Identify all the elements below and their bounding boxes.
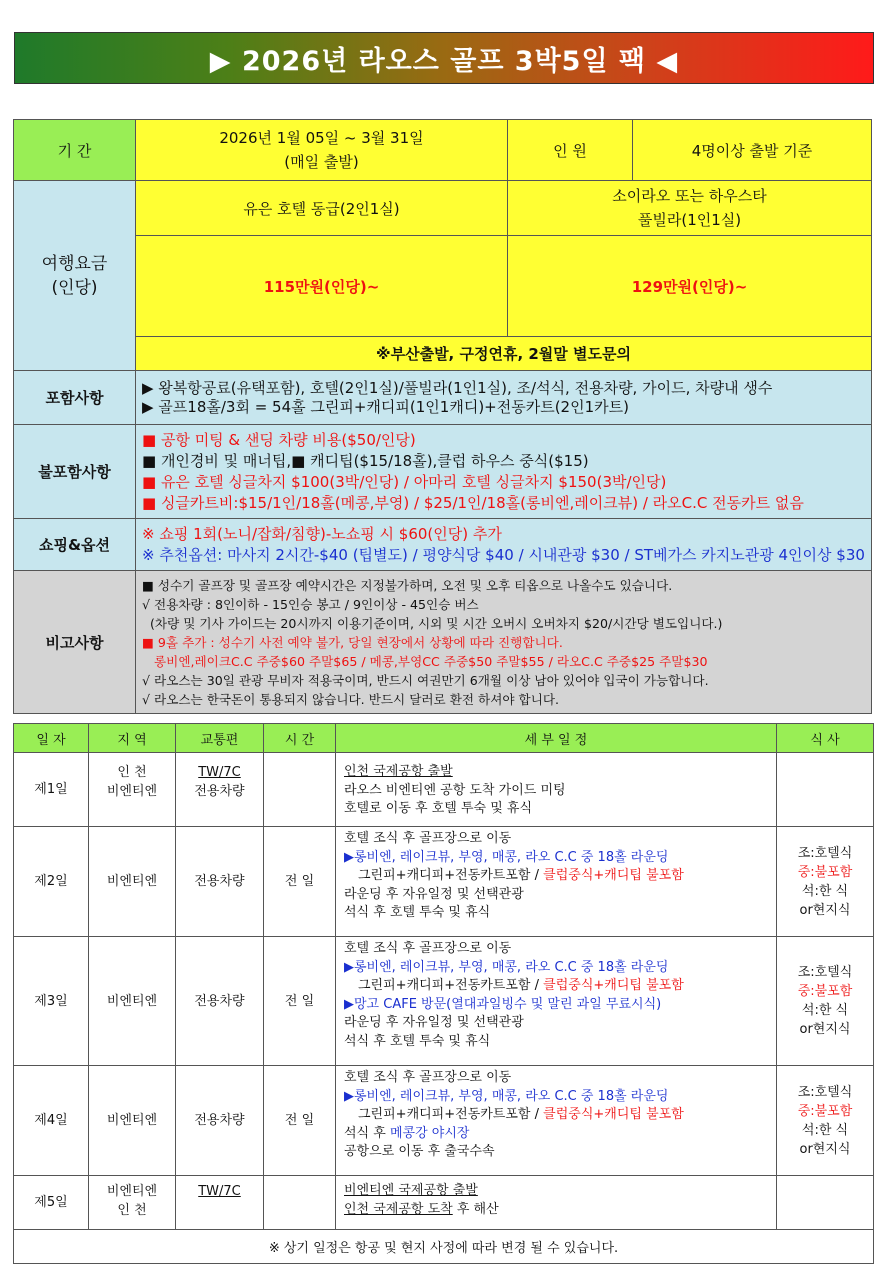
remarks-item: 롱비엔,레이크C.C 주중$60 주말$65 / 메콩,부영CC 주중$50 주말$55 / 라오C.C 주중$25 주말$30 <box>142 653 708 669</box>
detail-line: 비엔티엔 국제공항 출발 <box>344 1183 478 1198</box>
region-text: 인 천 <box>117 765 147 780</box>
meal-breakfast: 조:호텔식 <box>797 965 853 980</box>
details-cell <box>336 1066 777 1176</box>
header-details: 세 부 일 정 <box>336 724 777 753</box>
header-meals: 식 사 <box>777 724 874 753</box>
header-region: 지 역 <box>89 724 176 753</box>
page-title-banner: ▶ 2026년 라오스 골프 3박5일 팩 ◀ <box>14 32 874 84</box>
detail-line: ▶롱비엔, 레이크뷰, 부영, 매콩, 라오 C.C 중 18홀 라운딩 <box>344 1088 669 1104</box>
schedule-table <box>13 723 874 1264</box>
included-item: ▶ 왕복항공료(유택포함), 호텔(2인1실)/풀빌라(1인1실), 조/석식, 전용차량, 가이드, 차량내 생수 <box>142 378 773 397</box>
fee-label <box>14 181 136 371</box>
meal-breakfast: 조:호텔식 <box>797 845 853 861</box>
excluded-list <box>136 425 872 519</box>
excluded-item: ■ 개인경비 및 매너팁,■ 캐디팁($15/18홀),클럽 하우스 중식($15) <box>142 451 589 470</box>
meal-dinner: 석:한 식 <box>801 883 849 899</box>
detail-line: ▶롱비엔, 레이크뷰, 부영, 매콩, 라오 C.C 중 18홀 라운딩 <box>344 959 669 975</box>
detail-line: 호텔 조식 후 골프장으로 이동 <box>344 831 512 846</box>
detail-line <box>344 1125 768 1144</box>
option1-price: 115만원(인당)~ <box>136 236 508 337</box>
info-table <box>13 119 872 714</box>
fee-label-line2: (인당) <box>51 277 98 298</box>
option2-title <box>508 181 872 236</box>
day-cell: 제5일 <box>14 1176 89 1230</box>
period-label: 기 간 <box>14 120 136 181</box>
day-cell: 제3일 <box>14 937 89 1066</box>
detail-line: 라오스 비엔티엔 공항 도착 가이드 미팅 <box>344 782 566 798</box>
table-row <box>14 827 874 937</box>
detail-text-red: 클럽중식+캐디팁 불포함 <box>543 868 684 883</box>
meal-lunch: 중:불포함 <box>797 984 853 999</box>
header-day: 일 자 <box>14 724 89 753</box>
time-cell <box>264 753 336 827</box>
detail-text: 그린피+캐디피+전동카트포함 / <box>358 1107 544 1122</box>
detail-text: 석식 후 <box>344 1125 390 1141</box>
remarks-item: √ 전용차량 : 8인이하 - 15인승 봉고 / 9인이상 - 45인승 버스 <box>142 596 479 612</box>
transport-cell <box>176 753 264 827</box>
day-cell: 제1일 <box>14 753 89 827</box>
region-cell: 비엔티엔 <box>89 937 176 1066</box>
meal-breakfast: 조:호텔식 <box>797 1084 853 1100</box>
meal-cell <box>777 1066 874 1176</box>
option2-price: 129만원(인당)~ <box>508 236 872 337</box>
included-item: ▶ 골프18홀/3회 = 54홀 그린피+캐디피(1인1캐디)+전동카트(2인1카트) <box>142 397 629 416</box>
meal-dinner: 석:한 식 <box>801 1003 849 1018</box>
detail-line: 석식 후 호텔 투숙 및 휴식 <box>344 905 491 920</box>
transport-text: TW/7C <box>198 1184 241 1199</box>
details-cell <box>336 753 777 827</box>
meal-cell <box>777 937 874 1066</box>
detail-line: 석식 후 호텔 투숙 및 휴식 <box>344 1033 491 1049</box>
excluded-item: ■ 유은 호텔 싱글차지 $100(3박/인당) / 아마리 호텔 싱글차지 $150(3박/인당) <box>142 472 667 491</box>
excluded-item: ■ 싱글카트비:$15/1인/18홀(메콩,부영) / $25/1인/18홀(롱비엔,레이크뷰) / 라오C.C 전동카트 없음 <box>142 493 804 512</box>
period-daily: (매일 출발) <box>284 153 359 171</box>
remarks-item: √ 라오스는 30일 관광 무비자 적용국이며, 반드시 여권만기 6개월 이상 남아 있어야 입국이 가능합니다. <box>142 672 709 688</box>
region-text: 인 천 <box>117 1203 147 1218</box>
period-dates: 2026년 1월 05일 ~ 3월 31일 <box>219 129 424 147</box>
shopping-item: ※ 추천옵션: 마사지 2시간-$40 (팁별도) / 평양식당 $40 / 시내관광 $30 / ST베가스 카지노관광 4인이상 $30 <box>142 545 865 564</box>
transport-text: TW/7C <box>198 765 241 780</box>
detail-text: 후 해산 <box>452 1201 499 1217</box>
region-text: 비엔티엔 <box>106 1184 158 1199</box>
transport-cell: 전용차량 <box>176 1066 264 1176</box>
remarks-item: √ 라오스는 한국돈이 통용되지 않습니다. 반드시 달러로 환전 하셔야 합니다. <box>142 691 560 707</box>
option1-title: 유은 호텔 동급(2인1실) <box>136 181 508 236</box>
details-cell <box>336 937 777 1066</box>
detail-line: 공항으로 이동 후 출국수속 <box>344 1144 495 1159</box>
detail-text: 그린피+캐디피+전동카트포함 / <box>358 978 544 993</box>
region-text: 비엔티엔 <box>106 784 158 799</box>
detail-line: 호텔 조식 후 골프장으로 이동 <box>344 941 512 956</box>
time-cell: 전 일 <box>264 827 336 937</box>
region-cell: 비엔티엔 <box>89 1066 176 1176</box>
remarks-list <box>136 571 872 714</box>
detail-text: 그린피+캐디피+전동카트포함 / <box>358 868 544 883</box>
remarks-item: ■ 9홀 추가 : 성수기 사전 예약 불가, 당일 현장에서 상황에 따라 진행합니다. <box>142 634 563 650</box>
people-label: 인 원 <box>508 120 633 181</box>
remarks-item: ■ 성수기 골프장 및 골프장 예약시간은 지정불가하며, 오전 및 오후 티옵으로 나올수도 있습니다. <box>142 577 673 593</box>
header-time: 시 간 <box>264 724 336 753</box>
people-value: 4명이상 출발 기준 <box>633 120 872 181</box>
detail-line: 호텔로 이동 후 호텔 투숙 및 휴식 <box>344 801 533 816</box>
detail-line: 인천 국제공항 출발 <box>344 764 453 779</box>
day-cell: 제2일 <box>14 827 89 937</box>
detail-line <box>344 977 768 996</box>
time-cell: 전 일 <box>264 1066 336 1176</box>
detail-line: 라운딩 후 자유일정 및 선택관광 <box>344 1015 524 1030</box>
table-row <box>14 937 874 1066</box>
price-note: ※부산출발, 구정연휴, 2월말 별도문의 <box>136 337 872 371</box>
region-cell <box>89 1176 176 1230</box>
excluded-item: ■ 공항 미팅 & 샌딩 차량 비용($50/인당) <box>142 430 416 449</box>
schedule-footer-note: ※ 상기 일정은 항공 및 현지 사정에 따라 변경 될 수 있습니다. <box>14 1230 874 1264</box>
meal-dinner-alt: or현지식 <box>799 902 851 918</box>
meal-cell <box>777 827 874 937</box>
detail-text-red: 클럽중식+캐디팁 불포함 <box>543 1107 684 1122</box>
option2-title-line2: 풀빌라(1인1실) <box>637 211 742 229</box>
meal-cell <box>777 1176 874 1230</box>
detail-line: 라운딩 후 자유일정 및 선택관광 <box>344 886 524 902</box>
included-label: 포함사항 <box>14 371 136 425</box>
meal-lunch: 중:불포함 <box>797 1103 853 1119</box>
meal-cell <box>777 753 874 827</box>
detail-text-red: 클럽중식+캐디팁 불포함 <box>543 978 684 993</box>
included-list <box>136 371 872 425</box>
table-row <box>14 753 874 827</box>
fee-label-line1: 여행요금 <box>41 253 108 274</box>
meal-dinner-alt: or현지식 <box>799 1141 851 1157</box>
detail-line: 호텔 조식 후 골프장으로 이동 <box>344 1070 512 1085</box>
excluded-label: 불포함사항 <box>14 425 136 519</box>
meal-lunch: 중:불포함 <box>797 864 853 880</box>
details-cell <box>336 827 777 937</box>
shopping-item: ※ 쇼핑 1회(노니/잡화/침향)-노쇼핑 시 $60(인당) 추가 <box>142 524 502 543</box>
time-cell <box>264 1176 336 1230</box>
detail-line <box>344 867 768 886</box>
remarks-item: (차량 및 기사 가이드는 20시까지 이용기준이며, 시외 및 시간 오버시 오버차지 $20/시간당 별도입니다.) <box>142 615 723 631</box>
remarks-label: 비고사항 <box>14 571 136 714</box>
detail-text: 인천 국제공항 도착 <box>344 1201 453 1217</box>
detail-line: ▶망고 CAFE 방문(열대과일빙수 및 말린 과일 무료시식) <box>344 996 662 1012</box>
detail-line: ▶롱비엔, 레이크뷰, 부영, 매콩, 라오 C.C 중 18홀 라운딩 <box>344 849 669 865</box>
time-cell: 전 일 <box>264 937 336 1066</box>
table-row <box>14 1176 874 1230</box>
table-row <box>14 1066 874 1176</box>
shopping-label: 쇼핑&옵션 <box>14 519 136 571</box>
transport-cell <box>176 1176 264 1230</box>
header-transport: 교통편 <box>176 724 264 753</box>
shopping-list <box>136 519 872 571</box>
detail-line <box>344 1106 768 1125</box>
option2-title-line1: 소이라오 또는 하우스타 <box>612 187 767 205</box>
meal-dinner: 석:한 식 <box>801 1122 849 1138</box>
transport-cell: 전용차량 <box>176 937 264 1066</box>
transport-text: 전용차량 <box>194 784 245 799</box>
day-cell: 제4일 <box>14 1066 89 1176</box>
meal-dinner-alt: or현지식 <box>799 1022 851 1037</box>
region-cell: 비엔티엔 <box>89 827 176 937</box>
region-cell <box>89 753 176 827</box>
detail-line <box>344 1201 768 1220</box>
transport-cell: 전용차량 <box>176 827 264 937</box>
detail-text-blue: 메콩강 야시장 <box>389 1125 470 1141</box>
period-value <box>136 120 508 181</box>
details-cell <box>336 1176 777 1230</box>
